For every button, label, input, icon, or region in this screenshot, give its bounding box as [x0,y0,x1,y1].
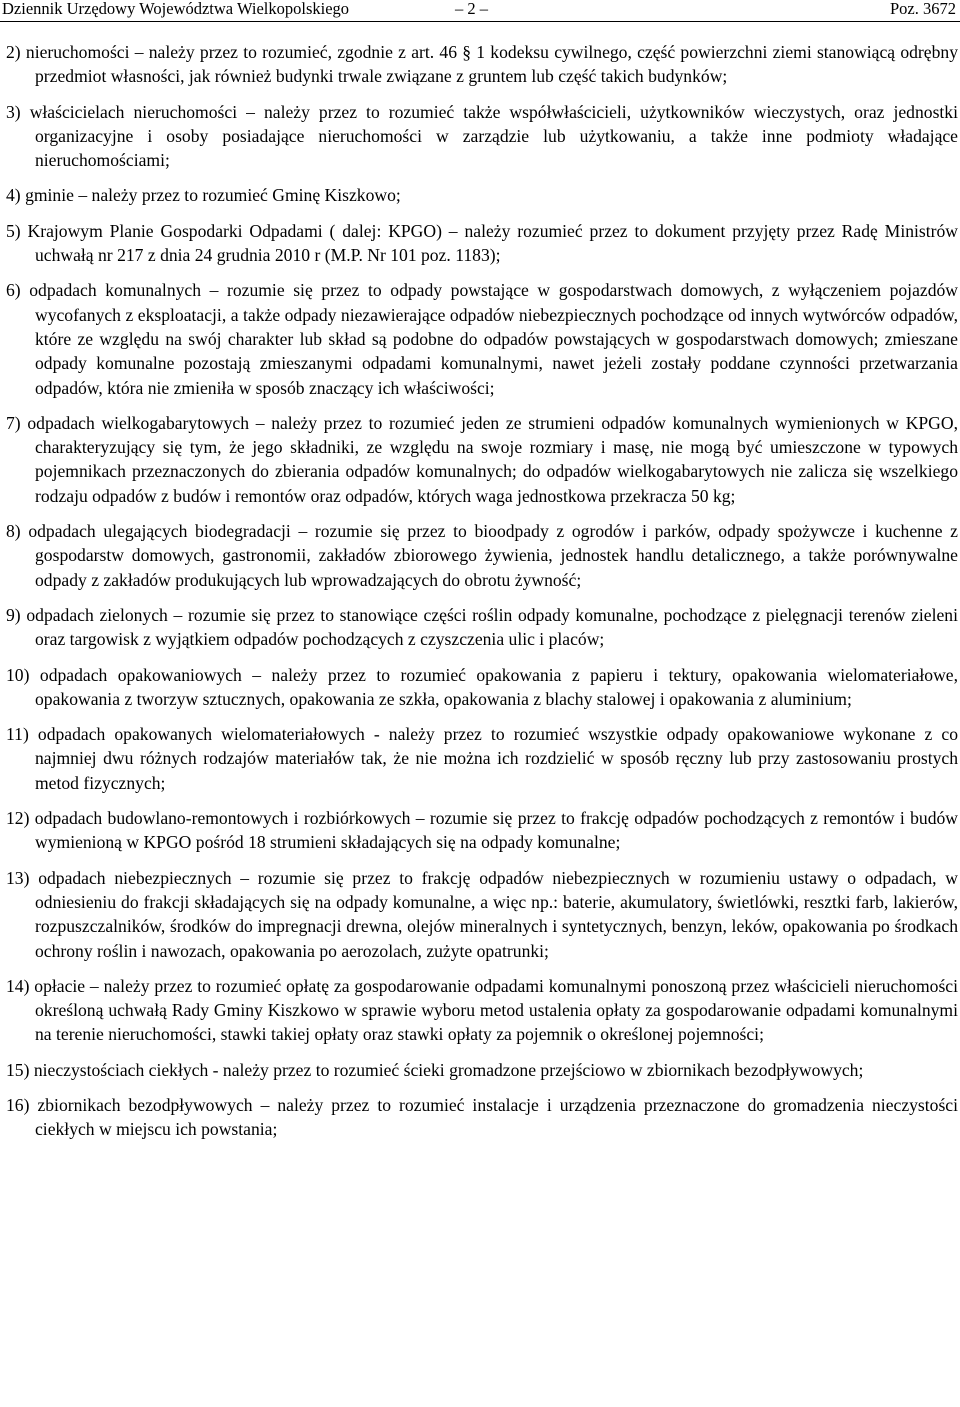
definition-item [6,866,958,963]
definition-item [6,663,958,712]
item-text: zbiornikach bezodpływowych – należy przez to rozumieć instalacje i urządzenia przeznaczone do gromadzenia nieczystości ciekłych w miejscu ich powstania; [35,1094,958,1140]
journal-title: Dziennik Urzędowy Województwa Wielkopolskiego [2,0,350,18]
item-number: 9) [6,604,21,625]
item-text: nieczystościach ciekłych - należy przez to rozumieć ścieki gromadzone przejściowo w zbiornikach bezodpływowych; [33,1059,864,1080]
definition-item [6,974,958,1047]
item-text: odpadach zielonych – rozumie się przez to stanowiące części roślin odpady komunalne, pochodzące z pielęgnacji terenów zieleni oraz targowisk z wyjątkiem odpadów pochodzących z czyszczenia ulic i placów; [26,604,958,650]
definition-item [6,1058,958,1082]
item-number: 16) [6,1094,30,1115]
item-number: 4) [6,185,21,206]
definition-item [6,1093,958,1142]
header-rule [0,21,960,22]
definition-item [6,40,958,89]
item-text: nieruchomości – należy przez to rozumieć, zgodnie z art. 46 § 1 kodeksu cywilnego, część powierzchni ziemi stanowiącą odrębny przedmiot własności, jak również budynki trwale związane z gruntem lub część takich budynków; [25,42,958,87]
item-number: 8) [6,521,21,542]
page-number: – 2 – [455,0,488,18]
item-number: 15) [6,1059,30,1080]
item-text: Krajowym Planie Gospodarki Odpadami ( dalej: KPGO) – należy rozumieć przez to dokument przyjęty przez Radę Ministrów uchwałą nr 217 z dnia 24 grudnia 2010 r (M.P. Nr 101 poz. 1183); [27,220,958,266]
definitions-list [6,40,958,1153]
item-number: 7) [6,412,21,433]
item-number: 12) [6,808,30,829]
item-text: odpadach budowlano-remontowych i rozbiórkowych – rozumie się przez to frakcję odpadów pochodzących z remontów i budów wymienioną w KPGO pośród 18 strumieni składających się na odpady komunalne; [34,808,958,853]
item-number: 10) [6,664,30,685]
item-number: 5) [6,220,21,241]
position-number: Poz. 3672 [890,0,956,18]
item-number: 13) [6,867,30,888]
item-text: właścicielach nieruchomości – należy przez to rozumieć także współwłaścicieli, użytkowników wieczystych, oraz jednostki organizacyjne i osoby posiadające nieruchomości w zarządzie lub użytkowaniu, a także inne podmioty władające nieruchomościami; [29,101,958,171]
item-text: odpadach opakowaniowych – należy przez to rozumieć opakowania z papieru i tektury, opakowania wielomateriałowe, opakowania z tworzyw sztucznych, opakowania ze szkła, opakowania z blachy stalowej i opakowania z aluminium; [35,664,958,709]
definition-item [6,219,958,268]
definition-item [6,100,958,173]
item-number: 6) [6,280,21,301]
definition-item [6,411,958,508]
definition-item [6,519,958,592]
definition-item [6,278,958,399]
item-number: 2) [6,42,21,62]
item-text: odpadach ulegających biodegradacji – rozumie się przez to bioodpady z ogrodów i parków, odpady spożywcze i kuchenne z gospodarstw domowych, gastronomii, zakładów zbiorowego żywienia, jednostek handlu detalicznego, a także porównywalne odpady z zakładów produkujących lub wprowadzających do obrotu żywność; [28,521,958,590]
definition-item [6,183,958,207]
item-text: odpadach opakowanych wielomateriałowych - należy przez to rozumieć wszystkie odpady opakowaniowe wykonane z co najmniej dwu różnych rodzajów materiałów tak, że nie można ich rozdzielić w sposób ręczny lub przy zastosowaniu prostych metod fizycznych; [35,724,958,793]
item-text: gminie – należy przez to rozumieć Gminę Kiszkowo; [25,185,401,206]
item-text: odpadach komunalnych – rozumie się przez to odpady powstające w gospodarstwach domowych, z wyłączeniem pojazdów wycofanych z eksploatacji, a także odpady niezawierające odpadów niebezpiecznych pochodzące od innych wytwórców odpadów, które ze względu na swój charakter lub skład są podobne do odpadów powstających w gospodarstwach domowych; zmieszane odpady komunalne pozostają zmieszanymi odpadami komunalnymi, nawet jeżeli zostały poddane czynności przetwarzania odpadów, która nie zmieniła w sposób znaczący ich właściwości; [29,280,958,398]
item-number: 11) [6,724,29,745]
page-header [0,0,960,22]
item-text: odpadach niebezpiecznych – rozumie się przez to frakcję odpadów niebezpiecznych w rozumieniu ustawy o odpadach, w odniesieniu do frakcji składających się na odpady komunalne, a więc np.: baterie, akumulatory, świetlówki, resztki farb, lakierów, rozpuszczalników, środków do impregnacji drewna, olejów mineralnych i syntetycznych, benzyn, leków, opakowania po środkach ochrony roślin i nawozach, opakowania po aerozolach, zużyte opatrunki; [35,867,958,961]
item-number: 14) [6,975,30,996]
item-number: 3) [6,101,21,122]
definition-item [6,806,958,855]
definition-item [6,603,958,652]
item-text: opłacie – należy przez to rozumieć opłatę za gospodarowanie odpadami komunalnymi ponoszoną przez właścicieli nieruchomości określoną uchwałą Rady Gminy Kiszkowo w sprawie wyboru metod ustalenia opłaty za gospodarowanie odpadami komunalnymi na terenie nieruchomości, stawki takiej opłaty oraz stawki opłaty za pojemnik o określonej pojemności; [34,975,958,1045]
item-text: odpadach wielkogabarytowych – należy przez to rozumieć jeden ze strumieni odpadów komunalnych wymienionych w KPGO, charakteryzujący się tym, że jego składniki, ze względu na swoje rozmiary i masę, nie mogą być umieszczone w typowych pojemnikach przeznaczonych do zbierania odpadów komunalnych; do odpadów wielkogabarytowych nie zalicza się wszelkiego rodzaju odpadów z budów i remontów oraz odpadów, których waga jednostkowa przekracza 50 kg; [27,412,958,506]
definition-item [6,722,958,795]
